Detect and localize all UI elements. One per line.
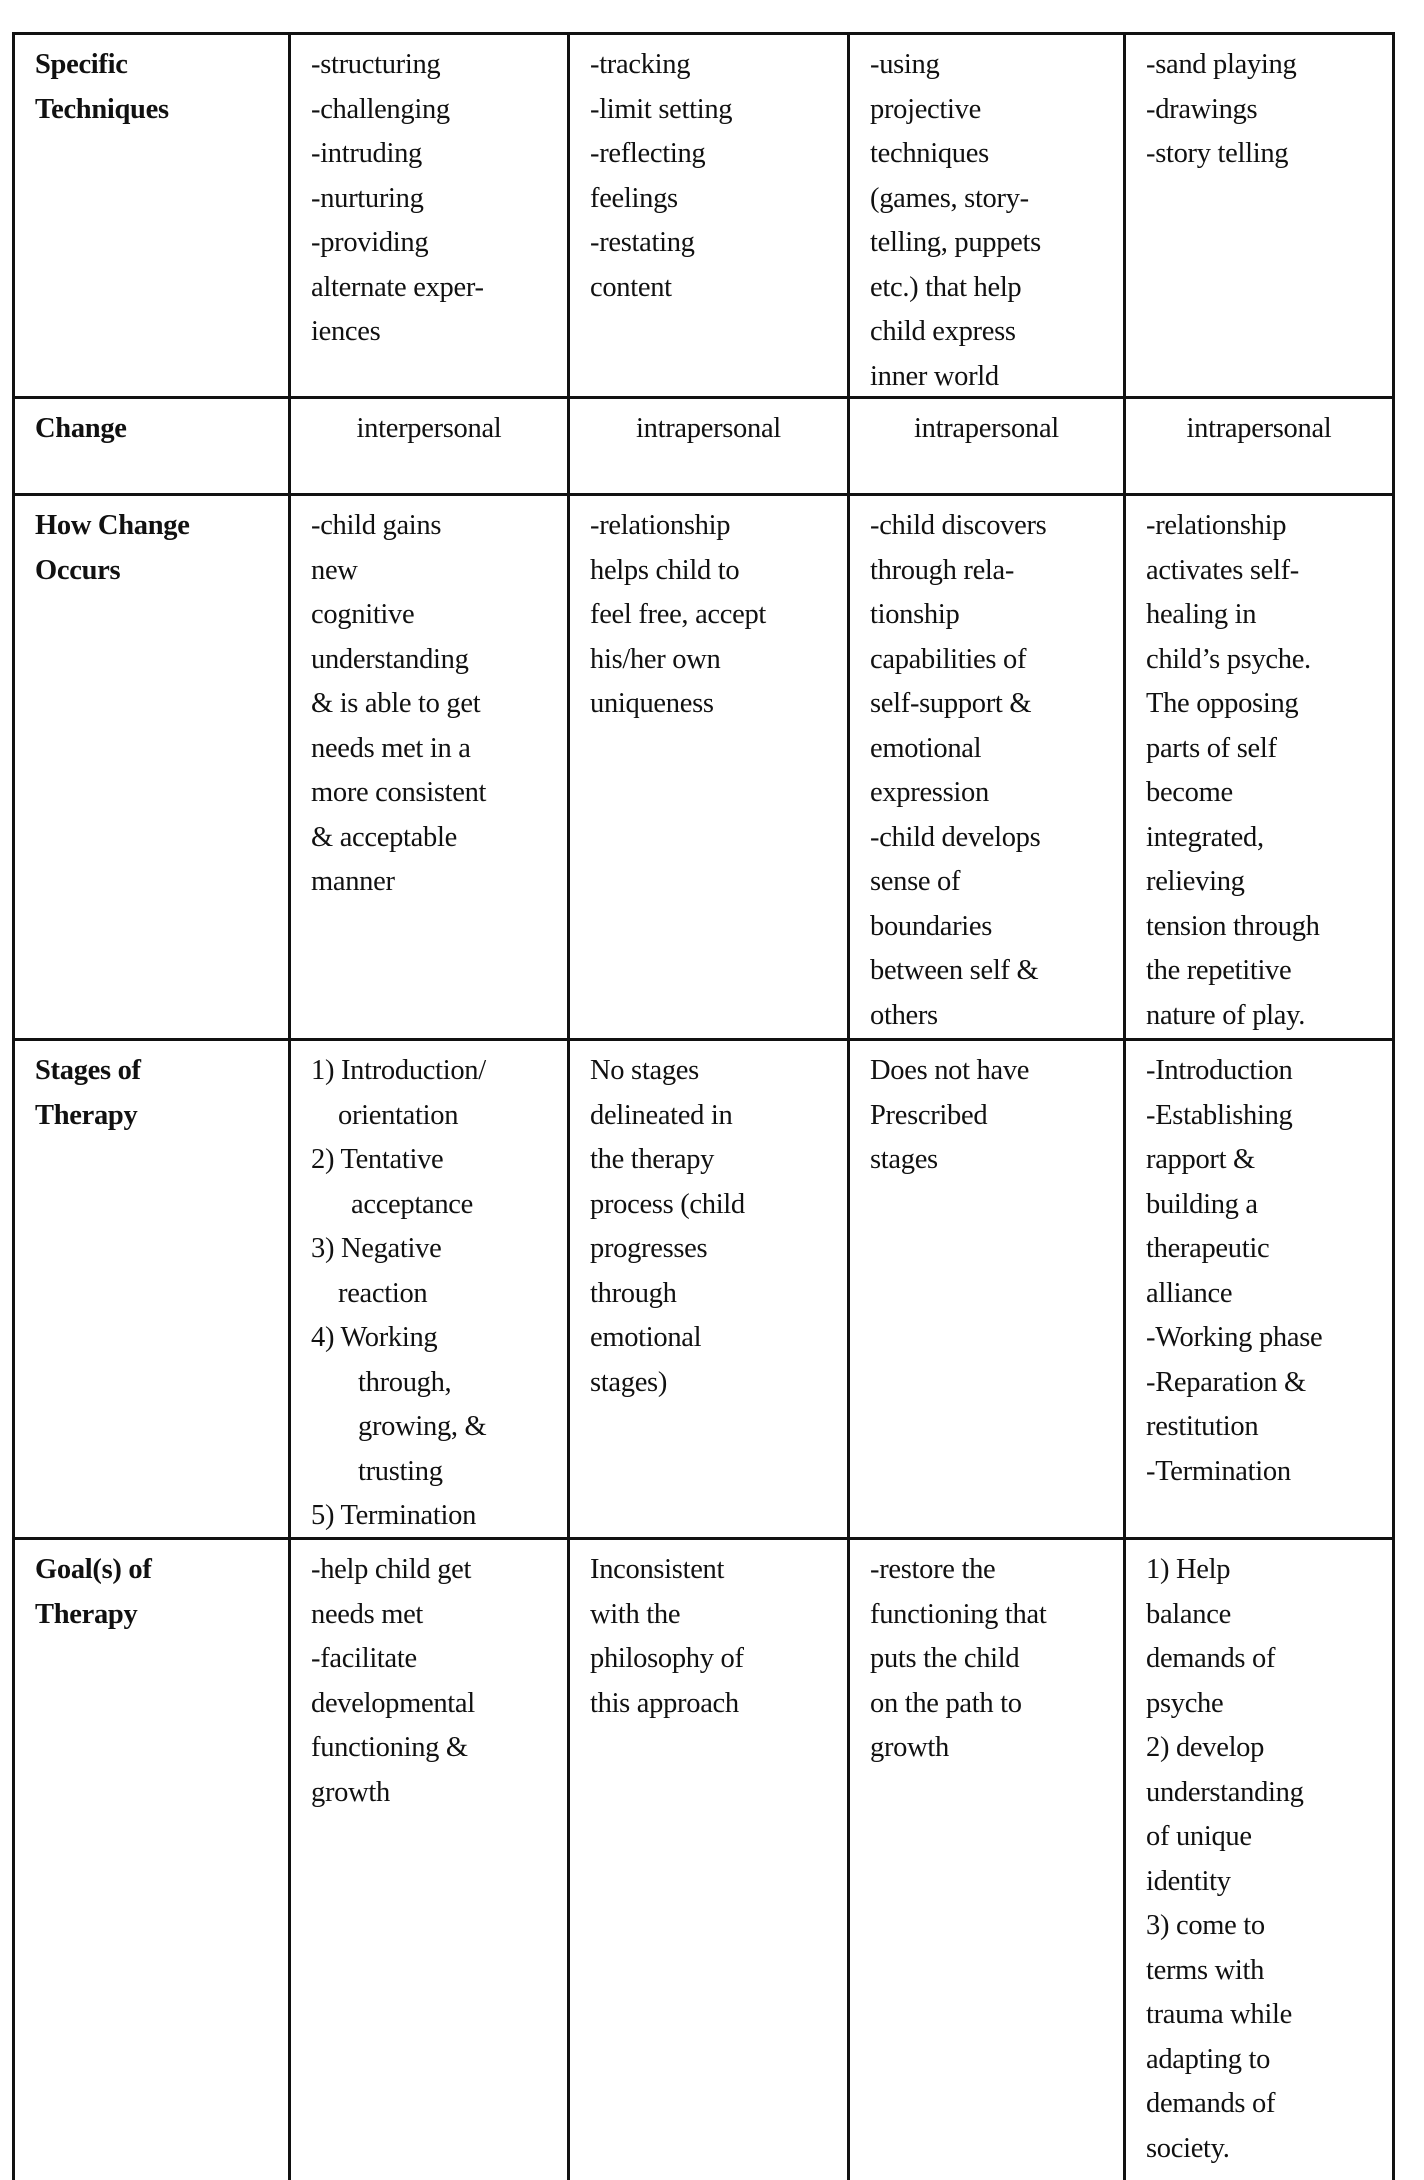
table-cell (291, 1041, 570, 1537)
cell-text-line: helps child to (590, 554, 740, 586)
table-row-stages-of-therapy (15, 1041, 1392, 1540)
cell-text-line: others (870, 999, 938, 1031)
table-cell (570, 496, 850, 1038)
cell-text-line: cognitive (311, 599, 415, 630)
cell-text-line: psyche (1146, 1687, 1224, 1719)
cell-text-line: No stages (590, 1055, 699, 1086)
cell-text-line: growth (311, 1776, 390, 1808)
cell-text-line: self-support & (870, 688, 1032, 719)
cell-text-line: reaction (338, 1277, 428, 1309)
cell-text-line: -relationship (590, 510, 731, 541)
table-row-specific-techniques (15, 35, 1392, 399)
cell-text-line: child express (870, 316, 1016, 347)
cell-text-line: philosophy of (590, 1643, 744, 1674)
row-header-line: Techniques (35, 93, 169, 125)
cell-text-line: telling, puppets (870, 227, 1041, 258)
row-header (15, 35, 291, 396)
table-cell (291, 399, 570, 493)
table-row-change (15, 399, 1392, 496)
cell-text-line: needs met (311, 1598, 424, 1630)
cell-text-line: trusting (358, 1455, 443, 1487)
cell-text-line: relieving (1146, 866, 1245, 897)
cell-text-line: -drawings (1146, 93, 1258, 125)
cell-text-line: (games, story- (870, 182, 1029, 214)
row-header-line: Therapy (35, 1099, 138, 1131)
cell-text-line: -help child get (311, 1554, 472, 1585)
cell-text-line: stages) (590, 1366, 668, 1398)
cell-text-line: -nurturing (311, 182, 424, 214)
table-cell (570, 399, 850, 493)
cell-text-line: Inconsistent (590, 1554, 725, 1585)
cell-text-line: tension through (1146, 910, 1320, 942)
cell-text-line: identity (1146, 1865, 1231, 1897)
cell-text-line: the therapy (590, 1144, 715, 1175)
table-cell (570, 1041, 850, 1537)
cell-text-line: emotional (590, 1322, 702, 1353)
table-row-how-change-occurs (15, 496, 1392, 1041)
cell-text-line: adapting to (1146, 2043, 1271, 2075)
cell-text-line: balance (1146, 1598, 1231, 1630)
cell-text-line: -child gains (311, 510, 442, 541)
cell-text-line: the repetitive (1146, 955, 1292, 986)
row-header-line: Specific (35, 49, 128, 80)
cell-text-line: alternate exper- (311, 271, 484, 303)
cell-text-line: etc.) that help (870, 271, 1022, 303)
cell-text-line: 2) Tentative (311, 1144, 444, 1175)
cell-text-line: with the (590, 1598, 681, 1630)
cell-text-line: manner (311, 866, 395, 897)
cell-text-line: boundaries (870, 910, 993, 942)
table-cell (1126, 496, 1392, 1038)
table-cell (570, 1540, 850, 2180)
table-cell (1126, 399, 1392, 493)
cell-text-line: capabilities of (870, 643, 1027, 675)
cell-text-line: -story telling (1146, 138, 1289, 169)
row-header-line: Stages of (35, 1055, 141, 1086)
cell-text-line: -relationship (1146, 510, 1287, 541)
table-cell (850, 496, 1126, 1038)
table-cell (850, 1540, 1126, 2180)
cell-text-line: 1) Introduction/ (311, 1055, 486, 1086)
cell-text-line: society. (1146, 2132, 1230, 2164)
cell-text-line: child’s psyche. (1146, 643, 1311, 675)
cell-text-line: process (child (590, 1188, 745, 1220)
cell-text-line: terms with (1146, 1954, 1265, 1986)
cell-text-line: more consistent (311, 777, 487, 808)
cell-text-line: -child develops (870, 821, 1041, 853)
cell-text-line: delineated in (590, 1099, 733, 1131)
cell-text-line: -Reparation & (1146, 1366, 1306, 1398)
table-cell (850, 1041, 1126, 1537)
cell-text-line: emotional (870, 732, 982, 764)
cell-text-line: developmental (311, 1687, 475, 1719)
cell-text-line: functioning that (870, 1598, 1047, 1630)
cell-text-line: -reflecting (590, 138, 706, 169)
table-cell (850, 35, 1126, 396)
cell-text-line: -challenging (311, 93, 450, 125)
table-cell (570, 35, 850, 396)
cell-text-line: puts the child (870, 1643, 1020, 1674)
table-cell (1126, 1540, 1392, 2180)
cell-text-line: content (590, 271, 672, 303)
cell-text-line: intrapersonal (914, 413, 1059, 444)
cell-text-line: interpersonal (356, 413, 502, 444)
cell-text-line: -providing (311, 227, 429, 258)
cell-text-line: -restore the (870, 1554, 996, 1585)
table-cell (291, 496, 570, 1038)
cell-text-line: -structuring (311, 49, 441, 80)
cell-text-line: of unique (1146, 1821, 1252, 1852)
cell-text-line: -facilitate (311, 1643, 417, 1674)
cell-text-line: rapport & (1146, 1144, 1255, 1175)
cell-text-line: -tracking (590, 49, 691, 80)
cell-text-line: functioning & (311, 1732, 468, 1763)
cell-text-line: & acceptable (311, 821, 457, 853)
cell-text-line: intrapersonal (636, 413, 781, 444)
row-header-line: Change (35, 413, 127, 444)
cell-text-line: through rela- (870, 554, 1015, 586)
cell-text-line: & is able to get (311, 688, 481, 719)
cell-text-line: healing in (1146, 599, 1257, 630)
cell-text-line: Does not have (870, 1055, 1030, 1086)
cell-text-line: 1) Help (1146, 1554, 1231, 1585)
cell-text-line: new (311, 554, 358, 586)
cell-text-line: -limit setting (590, 93, 733, 125)
cell-text-line: growth (870, 1732, 949, 1763)
cell-text-line: acceptance (351, 1188, 473, 1220)
cell-text-line: therapeutic (1146, 1233, 1270, 1264)
cell-text-line: uniqueness (590, 688, 714, 719)
cell-text-line: expression (870, 777, 989, 808)
cell-text-line: progresses (590, 1233, 708, 1264)
row-header (15, 1041, 291, 1537)
cell-text-line: 3) come to (1146, 1910, 1265, 1941)
cell-text-line: orientation (338, 1099, 459, 1131)
row-header-line: How Change (35, 510, 190, 541)
cell-text-line: integrated, (1146, 821, 1264, 853)
cell-text-line: nature of play. (1146, 999, 1306, 1031)
row-header-line: Therapy (35, 1598, 138, 1630)
cell-text-line: parts of self (1146, 732, 1277, 764)
cell-text-line: alliance (1146, 1277, 1233, 1309)
cell-text-line: feelings (590, 182, 678, 214)
cell-text-line: between self & (870, 955, 1039, 986)
cell-text-line: -child discovers (870, 510, 1047, 541)
cell-text-line: growing, & (358, 1411, 487, 1442)
cell-text-line: iences (311, 316, 381, 347)
cell-text-line: Prescribed (870, 1099, 988, 1131)
cell-text-line: 4) Working (311, 1322, 438, 1353)
cell-text-line: 3) Negative (311, 1233, 442, 1264)
cell-text-line: on the path to (870, 1687, 1022, 1719)
cell-text-line: through, (358, 1366, 452, 1398)
cell-text-line: -Termination (1146, 1455, 1291, 1487)
cell-text-line: demands of (1146, 2088, 1276, 2119)
table-cell (291, 1540, 570, 2180)
cell-text-line: -using (870, 49, 940, 80)
cell-text-line: tionship (870, 599, 960, 630)
table-cell (850, 399, 1126, 493)
cell-text-line: 2) develop (1146, 1732, 1265, 1763)
cell-text-line: intrapersonal (1186, 413, 1332, 444)
row-header (15, 1540, 291, 2180)
cell-text-line: restitution (1146, 1411, 1259, 1442)
cell-text-line: -restating (590, 227, 695, 258)
table-row-goals-of-therapy (15, 1540, 1392, 2180)
row-header (15, 399, 291, 493)
row-header (15, 496, 291, 1038)
cell-text-line: -Working phase (1146, 1322, 1323, 1353)
cell-text-line: -Introduction (1146, 1055, 1293, 1086)
cell-text-line: his/her own (590, 643, 721, 675)
cell-text-line: demands of (1146, 1643, 1276, 1674)
table-cell (1126, 1041, 1392, 1537)
cell-text-line: projective (870, 93, 981, 125)
table-cell (1126, 35, 1392, 396)
cell-text-line: -Establishing (1146, 1099, 1293, 1131)
cell-text-line: 5) Termination (311, 1500, 477, 1531)
cell-text-line: needs met in a (311, 732, 471, 764)
cell-text-line: trauma while (1146, 1999, 1292, 2030)
cell-text-line: stages (870, 1144, 938, 1175)
cell-text-line: become (1146, 777, 1233, 808)
cell-text-line: activates self- (1146, 554, 1299, 586)
cell-text-line: feel free, accept (590, 599, 767, 630)
row-header-line: Occurs (35, 554, 121, 586)
cell-text-line: building a (1146, 1188, 1258, 1220)
cell-text-line: The opposing (1146, 688, 1299, 719)
row-header-line: Goal(s) of (35, 1554, 152, 1585)
cell-text-line: inner world (870, 360, 999, 392)
cell-text-line: techniques (870, 138, 989, 169)
cell-text-line: understanding (311, 643, 469, 675)
cell-text-line: -sand playing (1146, 49, 1297, 80)
cell-text-line: -intruding (311, 138, 422, 169)
table-cell (291, 35, 570, 396)
cell-text-line: sense of (870, 866, 961, 897)
cell-text-line: understanding (1146, 1776, 1304, 1808)
cell-text-line: this approach (590, 1687, 739, 1719)
cell-text-line: through (590, 1277, 677, 1309)
therapy-comparison-table (12, 32, 1395, 2180)
